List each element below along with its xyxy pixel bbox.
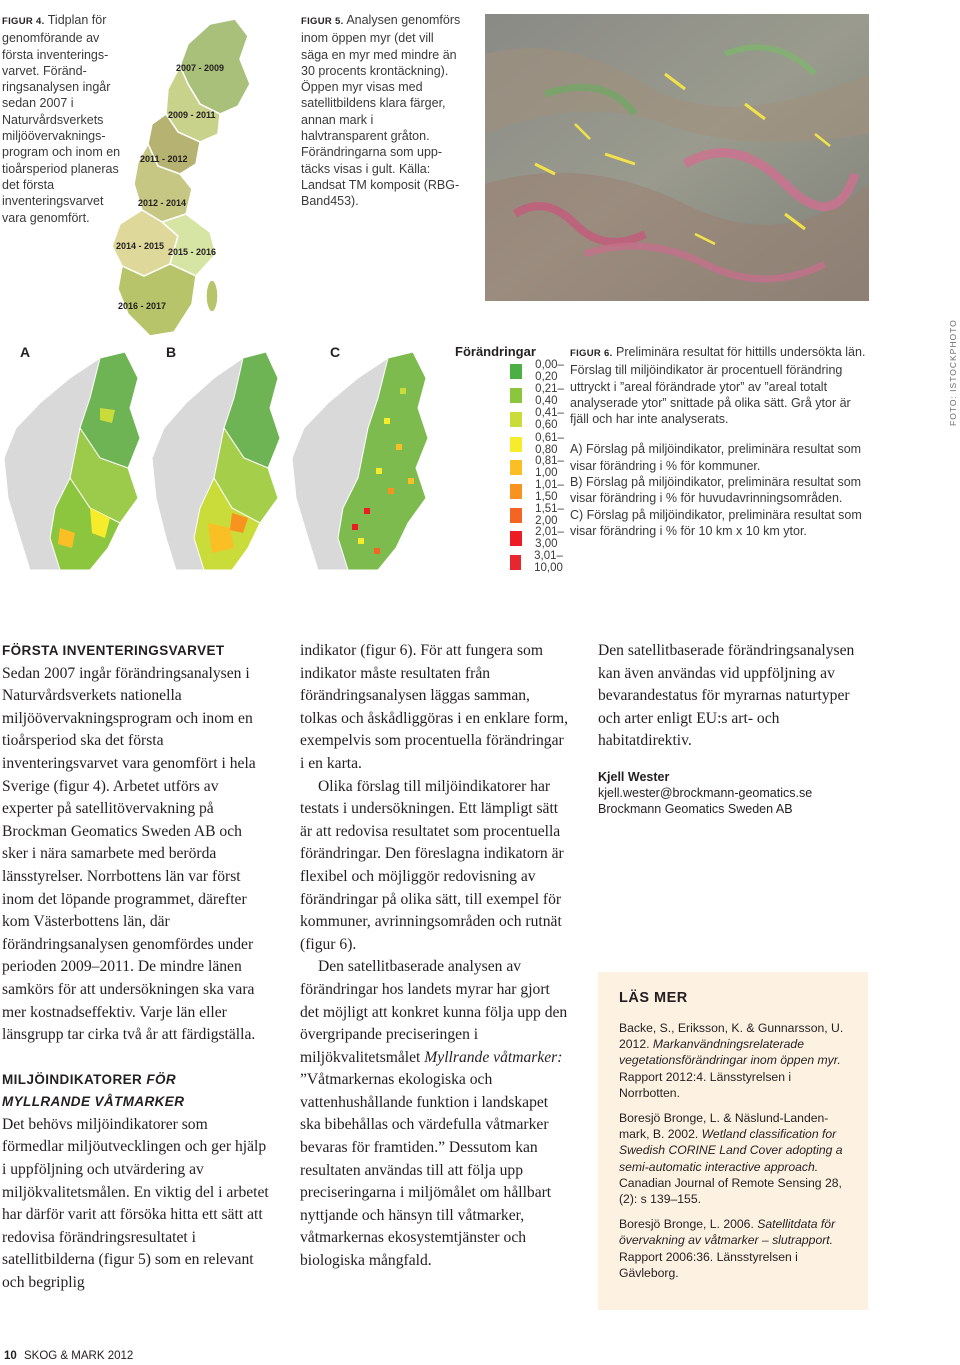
fig5-label: FIGUR 5. xyxy=(301,16,344,27)
heading-part-3: MYLLRANDE VÅTMARKER xyxy=(2,1094,185,1110)
ref1-authors: Backe, S., Eriksson, K. & Gunnarsson, U. 2012. xyxy=(619,1021,844,1052)
heading-part-1: MILJÖINDIKATORER xyxy=(2,1071,147,1087)
reference-1 xyxy=(619,1020,848,1101)
legend-swatch xyxy=(510,531,522,546)
photo-credit: FOTO: ISTOCKPHOTO xyxy=(948,319,958,426)
map-label-5: 2014 - 2015 xyxy=(116,241,165,251)
ref3-authors: Boresjö Bronge, L. 2006. xyxy=(619,1217,758,1232)
reference-2 xyxy=(619,1110,848,1207)
author-email[interactable]: kjell.wester@brockmann-geomatics.se xyxy=(598,785,813,800)
heading-myllrande-vatmarker xyxy=(2,1091,270,1114)
map-region-2016 xyxy=(118,264,196,336)
fig6-item-c: C) Förslag på miljöindikator, preliminära resultat som visar förändring i % för 10 km x 10 km ytor. xyxy=(570,507,862,538)
legend-item xyxy=(510,550,570,574)
panel-label-b: B xyxy=(166,344,177,360)
legend-swatch xyxy=(510,364,522,379)
legend-item xyxy=(510,455,570,479)
map-label-4: 2012 - 2014 xyxy=(138,198,187,208)
fig5-text: Analysen genomförs inom öppen myr (det vill säga en myr med mindre än 30 procents krontäckning). Öppen myr visas med satellitbildens klara färger, annan mark i halvtransparent gråton. Förändringarna som upptäcks visas i gult. Källa: Landsat TM komposit (RBG-Band453). xyxy=(301,13,461,209)
col2-p3-part-1: Den satellitbaserade analysen av förändringar hos landets myrar har gjort det möjligt att konkret kunna följa upp den övergripande preciseringen i miljökvalitetsmålet xyxy=(300,958,568,1066)
map-island-gotland xyxy=(206,280,218,312)
legend-item xyxy=(510,383,570,407)
legend-item xyxy=(510,432,570,456)
legend-title: Förändringar xyxy=(455,344,536,359)
column-1 xyxy=(2,640,270,1295)
col2-p3-italic: Myllrande våtmarker: xyxy=(424,1048,563,1066)
legend-label: 1,01–1,50 xyxy=(535,479,564,503)
panel-label-a: A xyxy=(20,344,31,360)
map-c-rutnat xyxy=(288,348,438,570)
page-footer xyxy=(4,1350,133,1362)
map-label-2: 2009 - 2011 xyxy=(168,110,216,120)
ref1-title: Markanvändningsrelaterade vegetationsförändringar inom öppen myr. xyxy=(619,1037,841,1068)
legend-label: 3,01–10,00 xyxy=(534,550,563,574)
author-org: Brockmann Geomatics Sweden AB xyxy=(598,801,793,816)
ref2-title: Wetland classification for Swedish CORINE Land Cover adopting a semi-automatic interactive approach. xyxy=(619,1127,843,1174)
legend-item xyxy=(510,479,570,503)
legend-item xyxy=(510,503,570,527)
map-label-6: 2015 - 2016 xyxy=(168,247,217,257)
legend-label: 0,81–1,00 xyxy=(535,455,564,479)
legend-label: 1,51–2,00 xyxy=(535,503,564,527)
legend xyxy=(455,344,565,574)
col2-p3-part-2: ”Våtmarkernas ekologiska och vattenhushållande funktion i landskapet ska bibehållas och värdefulla våtmarker bevaras för framtiden.” Dessutom kan resultaten användas till att följa upp preciseringarna i miljömålet om hållbart nyttjande och hänsyn till våtmarker, våtmarkernas ekosystemtjänster och biologiska mångfald. xyxy=(300,1071,552,1270)
fig6-text: Preliminära resultat för hittills undersökta län. Förslag till miljöindikator är procentuell förändring uttryckt i ”areal förändrade ytor” av ”areal totalt analyserade ytor” snittade på olika sätt. Grå ytor är fjäll och har inte analyserats. xyxy=(570,345,866,427)
ref1-source: Rapport 2012:4. Länsstyrelsen i Norrbotten. xyxy=(619,1069,792,1100)
fig6-item-b: B) Förslag på miljöindikator, preliminära resultat som visar förändring i % för huvudavrinningsområden. xyxy=(570,475,862,506)
map-b-avrinningsomraden xyxy=(148,348,288,570)
legend-label: 0,00–0,20 xyxy=(535,359,564,383)
publication-name: SKOG & MARK 2012 xyxy=(24,1350,134,1362)
fig4-label: FIGUR 4. xyxy=(2,16,45,27)
legend-label: 0,21–0,40 xyxy=(535,383,564,407)
page-number: 10 xyxy=(4,1350,17,1362)
legend-item xyxy=(510,407,570,431)
map-label-3: 2011 - 2012 xyxy=(140,154,188,164)
legend-swatch xyxy=(510,460,522,475)
sweden-schedule-map xyxy=(100,14,290,339)
legend-swatch xyxy=(510,555,521,570)
fig6-label: FIGUR 6. xyxy=(570,348,613,359)
legend-swatch xyxy=(510,412,522,427)
heading-miljoindikatorer xyxy=(2,1069,270,1092)
ref3-title: Satellitdata för övervakning av våtmarker – slutrapport. xyxy=(619,1217,836,1248)
author-name: Kjell Wester xyxy=(598,769,670,784)
col2-paragraph-2: Olika förslag till miljöindikatorer har testats i undersökningen. Ett lämpligt sätt är att redovisa resultatet som procentuella förändringar. Den föreslagna indikatorn är flexibel och möjliggör redovisning av förändringar på olika sätt, till exempel för kommuner, avrinningsområden och rutnät (figur 6). xyxy=(300,777,564,953)
ref2-source: Canadian Journal of Remote Sensing 28, (2): s 139–155. xyxy=(619,1175,842,1207)
legend-label: 2,01–3,00 xyxy=(535,526,564,550)
fig6-caption xyxy=(570,344,870,539)
fig6-item-a: A) Förslag på miljöindikator, preliminära resultat som visar förändring i % för kommuner. xyxy=(570,442,862,473)
col2-paragraph-3 xyxy=(300,956,570,1272)
legend-item xyxy=(510,359,570,383)
legend-label: 0,41–0,60 xyxy=(535,407,564,431)
reference-3 xyxy=(619,1216,848,1281)
col1-paragraph-1: Sedan 2007 ingår förändringsanalysen i Naturvårdsverkets nationella miljöövervakningsprogram och inom en tioårsperiod ska det första inventeringsvarvet vara genomfört i hela Sverige (figur 4). Arbetet utförs av experter på satellitövervakning på Brockman Geomatics Sweden AB och sker i nära samarbete med berörda länsstyrelser. Norrbottens län var först inom det löpande programmet, därefter kom Västerbottens län, där förändringsanalysen genomfördes under perioden 2009–2011. De mindre länen samkörs för att undersökningen ska vara mer kostnadseffektiv. Varje län eller länsgrupp tar cirka två år att färdigställa. xyxy=(2,664,256,1044)
legend-swatch xyxy=(510,508,522,523)
map-label-1: 2007 - 2009 xyxy=(176,63,225,73)
legend-swatch xyxy=(510,388,522,403)
read-more-box xyxy=(598,972,868,1310)
read-more-title: LÄS MER xyxy=(619,990,688,1006)
fig5-caption xyxy=(301,12,461,210)
legend-label: 0,61–0,80 xyxy=(535,432,564,456)
ref2-authors: Boresjö Bronge, L. & Näslund-Landenmark, B. 2002. xyxy=(619,1111,829,1142)
author-block xyxy=(598,769,870,817)
fig4-text: Tidplan för genomförande av första inventeringsvarvet. Förändringsanalysen ingår sedan 2007 i Naturvårdsverkets miljöövervakningsprogram och inom en tioårsperiod planeras det första inventeringsvarvet vara genomfört. xyxy=(2,13,121,225)
map-a-kommuner xyxy=(0,348,148,570)
panel-label-c: C xyxy=(330,344,341,360)
legend-swatch xyxy=(510,437,522,452)
satellite-image xyxy=(485,14,869,301)
column-2 xyxy=(300,640,570,1273)
map-label-7: 2016 - 2017 xyxy=(118,301,167,311)
heading-forsta-inventeringsvarvet: FÖRSTA INVENTERINGSVARVET xyxy=(2,643,225,658)
col1-paragraph-2: Det behövs miljöindikatorer som förmedlar miljöutvecklingen och ger hjälp i uppföljning och utvärdering av miljökvalitetsmålen. En viktig del i arbetet har därför varit att försöka hitta ett sätt att redovisa förändringsresultatet i satellitbilderna (figur 5) som en relevant och begriplig xyxy=(2,1115,269,1292)
column-3 xyxy=(598,640,870,817)
heading-part-2: FÖR xyxy=(146,1071,177,1087)
col2-paragraph-1: indikator (figur 6). För att fungera som indikator måste resultaten från förändringsanalysen läggas samman, tolkas och åskådliggöras i en enklare form, exempelvis som procentuella förändringar i en karta. xyxy=(300,642,569,772)
col3-paragraph-1: Den satellitbaserade förändringsanalysen kan även användas vid uppföljning av bevarandestatus för myrarnas naturtyper och arter enligt EU:s art- och habitatdirektiv. xyxy=(598,642,855,750)
legend-swatch xyxy=(510,484,522,499)
legend-item xyxy=(510,526,570,550)
ref3-source: Rapport 2006:36. Länsstyrelsen i Gävleborg. xyxy=(619,1249,798,1280)
